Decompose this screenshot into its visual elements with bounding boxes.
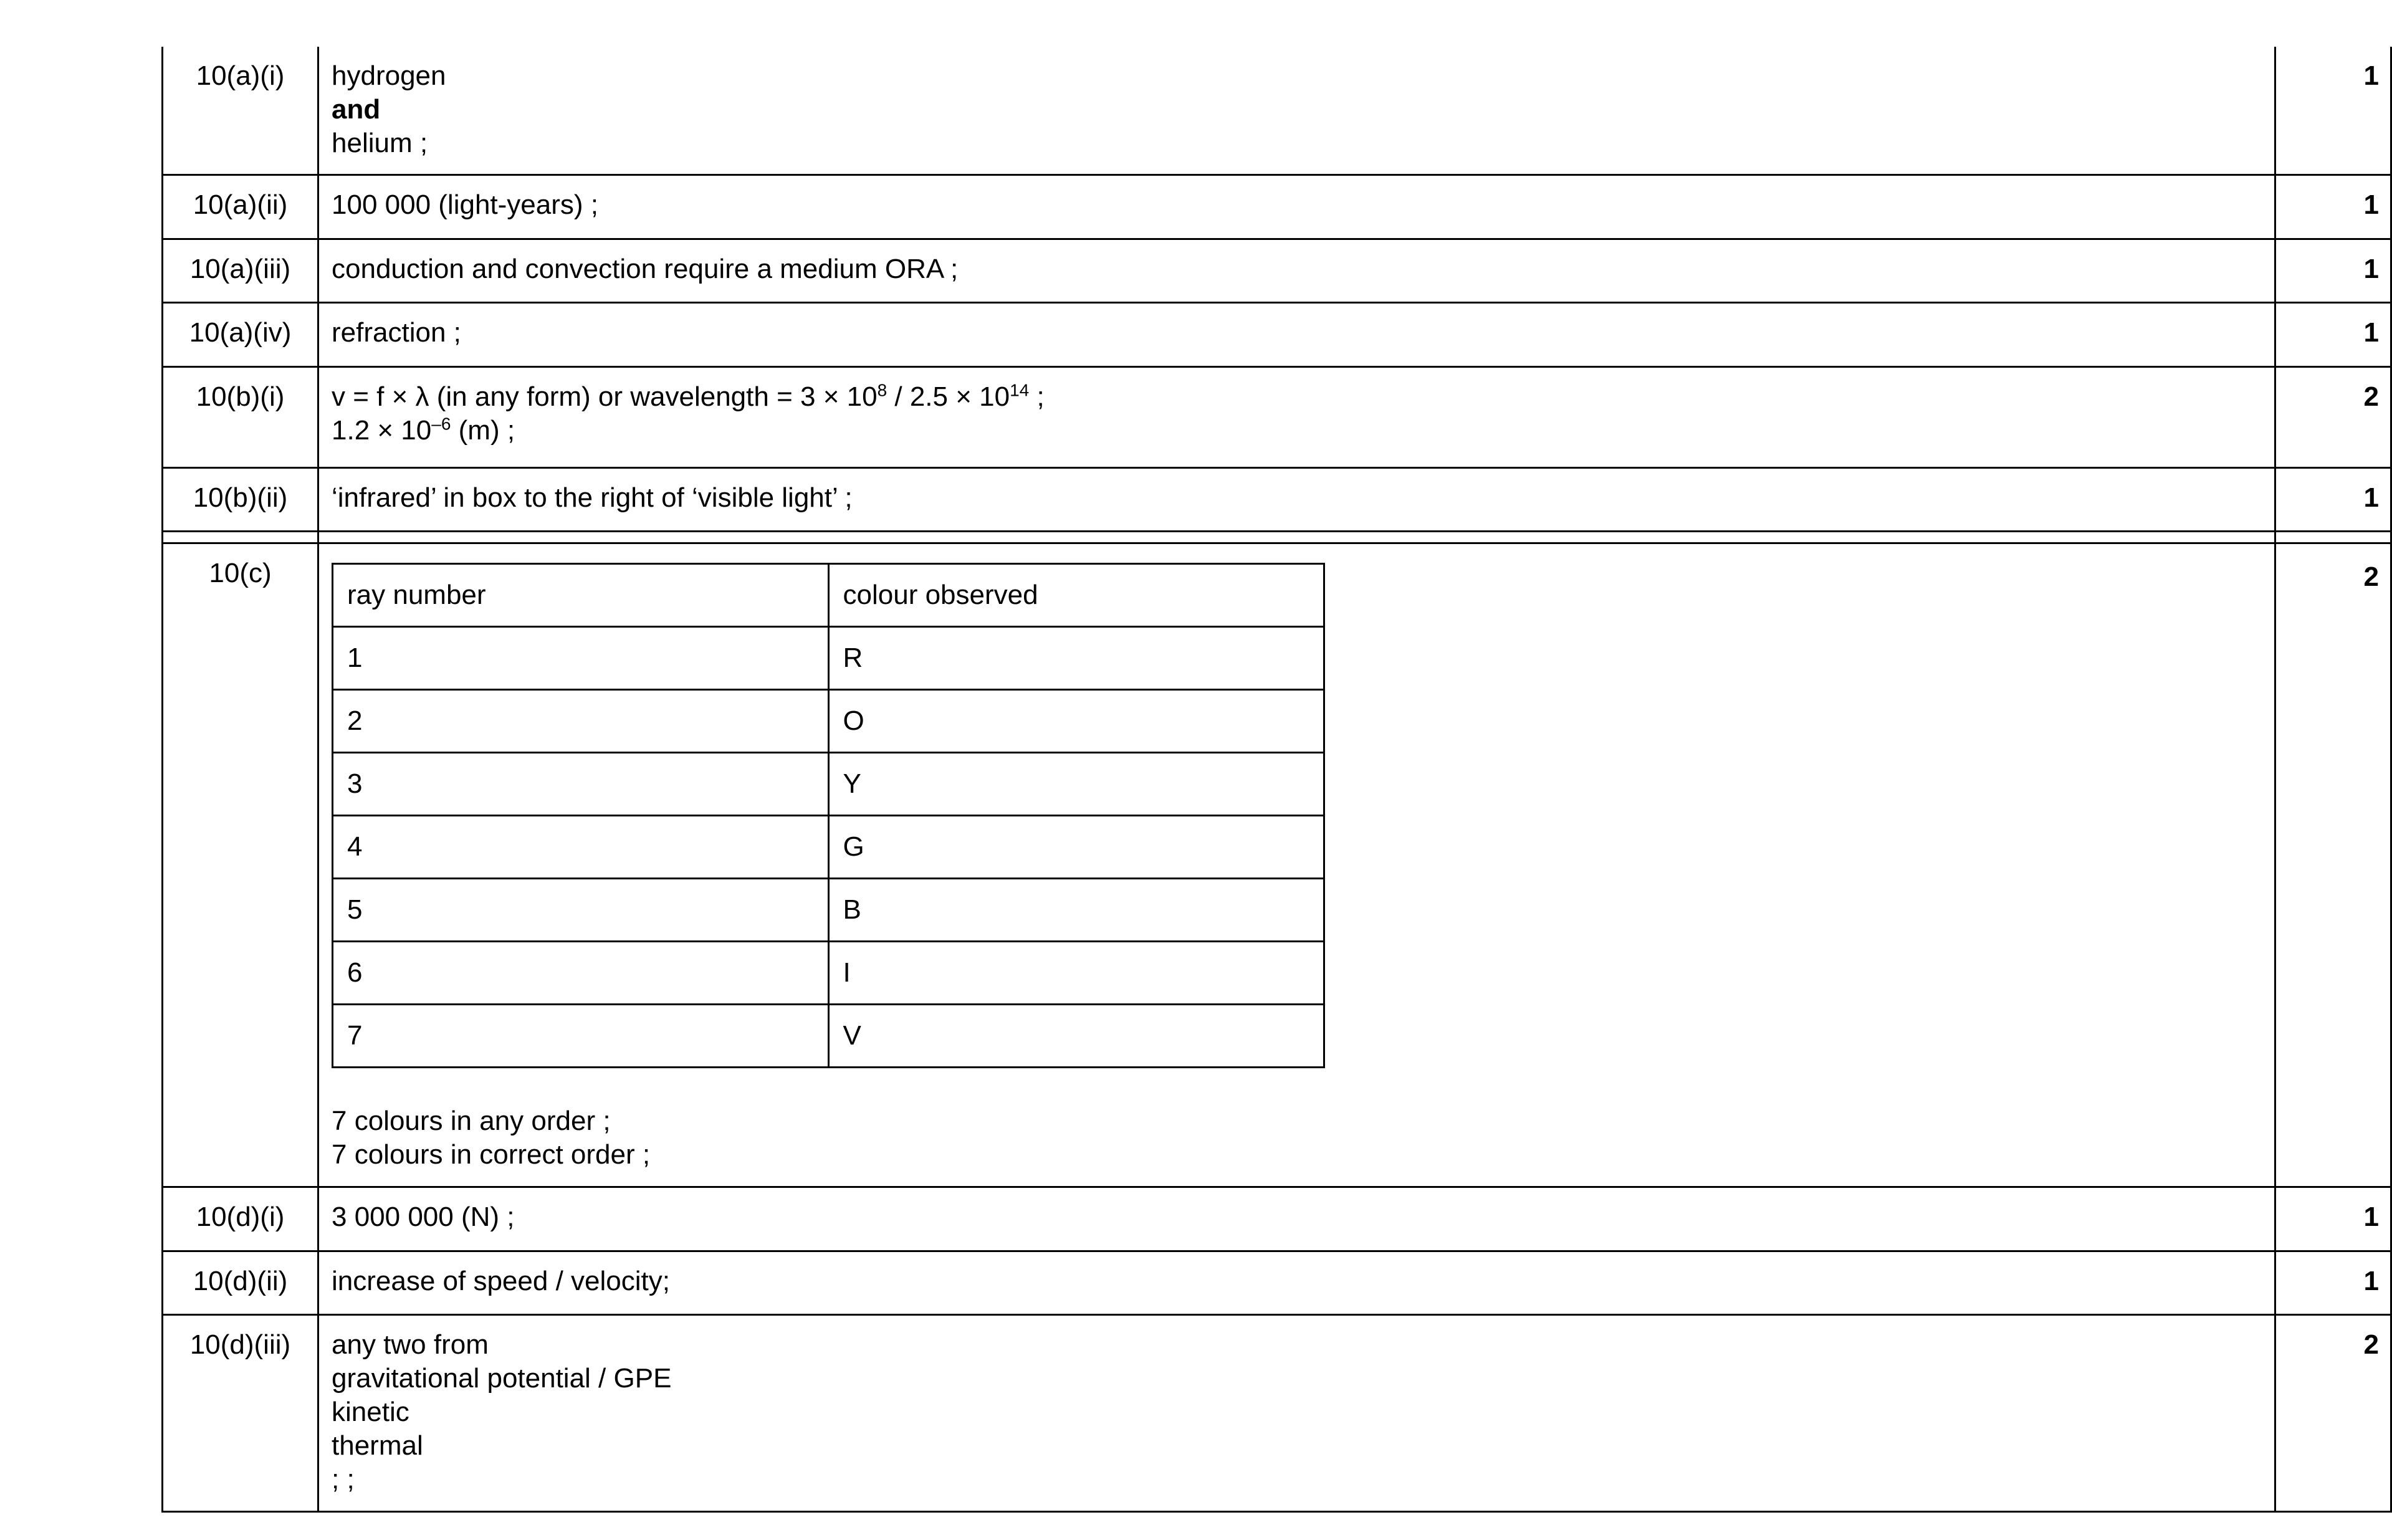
answer-line: any two from xyxy=(332,1329,489,1360)
answer-cell xyxy=(318,303,2275,367)
separator-cell xyxy=(318,532,2275,543)
separator-row xyxy=(163,532,2391,543)
separator-cell xyxy=(2275,532,2391,543)
colour-table-row xyxy=(333,627,1324,690)
marks-cell: 1 xyxy=(2275,303,2391,367)
question-number: 10(d)(ii) xyxy=(163,1251,318,1315)
answer-cell xyxy=(318,1187,2275,1251)
answer-line: 7 colours in any order ; xyxy=(332,1106,611,1136)
colour-table-row xyxy=(333,816,1324,879)
table-row xyxy=(163,239,2391,303)
question-number: 10(b)(i) xyxy=(163,367,318,468)
table-row xyxy=(163,175,2391,239)
ray-number: 5 xyxy=(333,879,829,942)
header-colour-observed: colour observed xyxy=(828,564,1324,627)
separator-cell xyxy=(163,532,318,543)
answer-line: increase of speed / velocity; xyxy=(332,1266,670,1296)
exponent: 14 xyxy=(1010,380,1030,400)
answer-cell xyxy=(318,468,2275,532)
ray-number: 4 xyxy=(333,816,829,879)
header-ray-number: ray number xyxy=(333,564,829,627)
colour-table-row xyxy=(333,1005,1324,1068)
colour-observed: O xyxy=(828,690,1324,753)
answer-line: conduction and convection require a medium ORA ; xyxy=(332,254,959,284)
formula-text: 1.2 × 10 xyxy=(332,415,432,446)
marks-cell: 1 xyxy=(2275,47,2391,175)
marks-cell: 2 xyxy=(2275,543,2391,1187)
formula-line xyxy=(332,414,2274,447)
formula-text: ; xyxy=(1029,381,1045,412)
answer-line: hydrogen xyxy=(332,60,446,91)
table-row xyxy=(163,367,2391,468)
question-number: 10(c) xyxy=(163,543,318,1187)
answer-line: 100 000 (light-years) ; xyxy=(332,189,598,220)
answer-cell xyxy=(318,47,2275,175)
marks-cell: 1 xyxy=(2275,175,2391,239)
answer-cell xyxy=(318,175,2275,239)
formula-line xyxy=(332,380,2274,414)
ray-number: 2 xyxy=(333,690,829,753)
table-row xyxy=(163,303,2391,367)
ray-number: 6 xyxy=(333,942,829,1005)
colour-table-row xyxy=(333,879,1324,942)
marks-cell: 1 xyxy=(2275,1187,2391,1251)
answer-line: 3 000 000 (N) ; xyxy=(332,1202,515,1232)
formula-text: / 2.5 × 10 xyxy=(887,381,1010,412)
marks-cell: 2 xyxy=(2275,367,2391,468)
question-number: 10(a)(iv) xyxy=(163,303,318,367)
table-row xyxy=(163,543,2391,1187)
question-number: 10(a)(i) xyxy=(163,47,318,175)
ray-number: 1 xyxy=(333,627,829,690)
table-row xyxy=(163,1187,2391,1251)
colour-observed: G xyxy=(828,816,1324,879)
question-number: 10(a)(iii) xyxy=(163,239,318,303)
colour-observed: I xyxy=(828,942,1324,1005)
colour-observed: B xyxy=(828,879,1324,942)
answer-line: ; ; xyxy=(332,1464,355,1495)
answer-cell xyxy=(318,239,2275,303)
colour-observed: Y xyxy=(828,753,1324,816)
ray-number: 3 xyxy=(333,753,829,816)
answer-line: refraction ; xyxy=(332,317,461,348)
question-number: 10(a)(ii) xyxy=(163,175,318,239)
mark-scheme-table xyxy=(161,47,2392,1513)
question-number: 10(d)(iii) xyxy=(163,1315,318,1512)
answer-line: kinetic xyxy=(332,1397,409,1427)
answer-cell xyxy=(318,367,2275,468)
exponent: –6 xyxy=(431,414,451,434)
question-number: 10(d)(i) xyxy=(163,1187,318,1251)
colour-table-row xyxy=(333,753,1324,816)
table-row xyxy=(163,468,2391,532)
answer-line: ‘infrared’ in box to the right of ‘visible light’ ; xyxy=(332,482,853,513)
exponent: 8 xyxy=(877,380,887,400)
answer-line: helium ; xyxy=(332,128,428,158)
answer-line: gravitational potential / GPE xyxy=(332,1363,672,1394)
answer-cell xyxy=(318,543,2275,1187)
question-number: 10(b)(ii) xyxy=(163,468,318,532)
formula-text: v = f × λ (in any form) or wavelength = 3 × 10 xyxy=(332,381,878,412)
marks-cell: 2 xyxy=(2275,1315,2391,1512)
table-row xyxy=(163,1251,2391,1315)
answer-cell xyxy=(318,1315,2275,1512)
colour-observed: V xyxy=(828,1005,1324,1068)
marks-cell: 1 xyxy=(2275,239,2391,303)
colour-observed: R xyxy=(828,627,1324,690)
answer-cell xyxy=(318,1251,2275,1315)
marks-cell: 1 xyxy=(2275,1251,2391,1315)
answer-line: and xyxy=(332,94,381,125)
ray-number: 7 xyxy=(333,1005,829,1068)
colour-table xyxy=(332,563,1325,1068)
answer-line: 7 colours in correct order ; xyxy=(332,1139,651,1170)
colour-table-row xyxy=(333,942,1324,1005)
colour-table-row xyxy=(333,690,1324,753)
table-row xyxy=(163,1315,2391,1512)
answer-line: thermal xyxy=(332,1430,423,1461)
table-row xyxy=(163,47,2391,175)
formula-text: (m) ; xyxy=(451,415,515,446)
colour-table-header xyxy=(333,564,1324,627)
marks-cell: 1 xyxy=(2275,468,2391,532)
